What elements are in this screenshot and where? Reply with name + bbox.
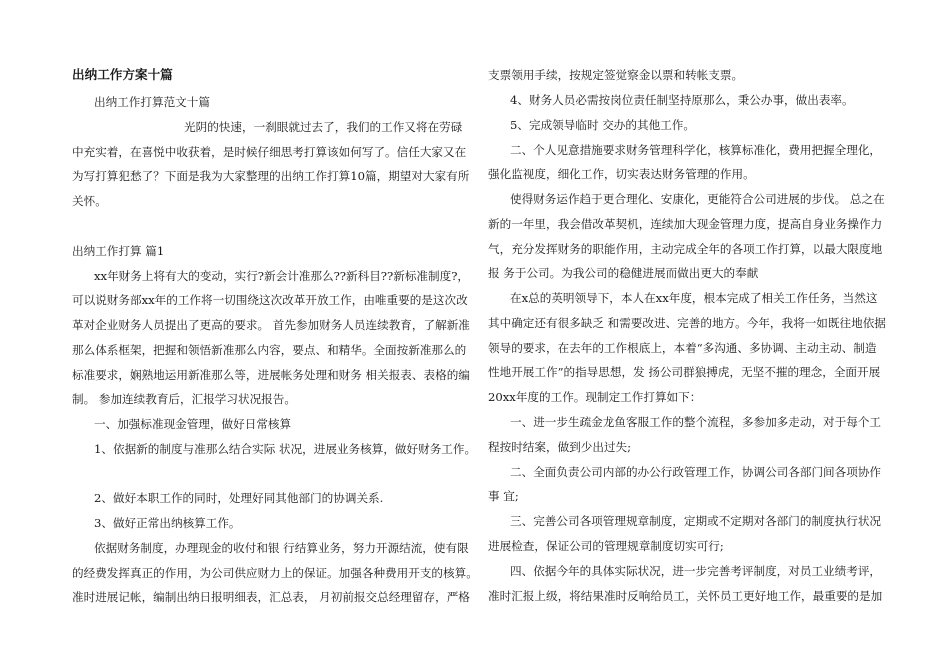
list-item: 二、全面负责公司内部的办公行政管理工作，协调公司各部门间各项协作	[510, 465, 882, 479]
body-line: 可以说财务部xx年的工作将一切围绕这次改革开放工作，由唯重要的是这次改	[72, 293, 468, 307]
body-line: 支票领用手续，按规定签觉察金以票和转帐支票。	[488, 68, 744, 82]
intro-line: 关怀。	[72, 194, 107, 208]
list-item: 3、做好正常出纳核算工作。	[94, 516, 241, 530]
list-item: 三、完善公司各项管理规章制度，定期或不定期对各部门的制度执行状况	[510, 514, 882, 528]
body-line: 4、财务人员必需按岗位责任制坚持原那么，秉公办事，做出表率。	[510, 93, 854, 107]
list-item: 一、加强标准现金管理，做好日常核算	[94, 417, 292, 431]
body-line: 依据财务制度，办理现金的收付和银 行结算业务，努力开源结流，使有限	[94, 541, 469, 555]
section-title: 出纳工作打算 篇1	[72, 244, 165, 258]
intro-line: 为写打算犯愁了？下面是我为大家整理的出纳工作打算10篇，期望对大家有所	[72, 169, 470, 183]
body-line: 使得财务运作趋于更合理化、安康化，更能符合公司进展的步伐。 总之在	[510, 192, 885, 206]
doc-title: 出纳工作方案十篇	[72, 67, 173, 82]
body-line: 那么体系框架，把握和领悟新准那么内容，要点、和精华。全面按新准那么的	[72, 343, 467, 357]
body-line: 准时汇报上级，将结果准时反响给员工，关怀员工更好地工作，最重要的是加	[488, 589, 883, 603]
body-line: 进展检查，保证公司的管理规章制度切实可行;	[488, 539, 724, 553]
body-line: 在x总的英明领导下，本人在xx年度，根本完成了相关工作任务，当然这	[510, 291, 878, 305]
body-line: 革对企业财务人员提出了更高的要求。 首先参加财务人员连续教育，了解新准	[72, 318, 470, 332]
body-line: 5、完成领导临时 交办的其他工作。	[510, 118, 695, 132]
body-line: 事 宜;	[488, 489, 519, 503]
body-line: xx年财务上将有大的变动，实行?新会计准那么??新科目??新标准制度?，	[94, 269, 469, 283]
body-line: 领导的要求，在去年的工作根底上，本着“多沟通、多协调、主动主动、制造	[488, 341, 877, 355]
intro-line: 中充实着，在喜悦中收获着，是时候仔细思考打算该如何写了。信任大家又在	[72, 145, 467, 159]
body-line: 性地开展工作”的指导思想，发 扬公司群狼搏虎，无坚不摧的理念，全面开展	[488, 365, 881, 379]
body-line: 制。 参加连续教育后，汇报学习状况报告。	[72, 392, 296, 406]
body-line: 新的一年里，我会借改革契机，连续加大现金管理力度，提高自身业务操作力	[488, 217, 883, 231]
body-line: 其中确定还有很多缺乏 和需要改进、完善的地方。今年，我将一如既往地依据	[488, 316, 886, 330]
doc-subtitle: 出纳工作打算范文十篇	[94, 95, 210, 109]
body-line: 强化监视度，细化工作，切实表达财务管理的作用。	[488, 167, 755, 181]
list-item: 2、做好本职工作的同时，处理好同其他部门的协调关系.	[94, 491, 384, 505]
body-line: 程按时结案，做到少出过失;	[488, 440, 632, 454]
list-item: 四、依据今年的具体实际状况，进一步完善考评制度，对员工业绩考评，	[510, 564, 882, 578]
body-line: 20xx年度的工作。现制定工作打算如下：	[488, 390, 702, 404]
body-line: 准时进展记帐，编制出纳日报明细表，汇总表， 月初前报交总经理留存，严格	[72, 590, 470, 604]
body-line: 二、个人见意措施要求财务管理科学化，核算标准化，费用把握全理化，	[510, 143, 882, 157]
list-item: 一、进一步生疏金龙鱼客服工作的整个流程，多参加多走动，对于每个工	[510, 415, 882, 429]
body-line: 气，充分发挥财务的职能作用，主动完成全年的各项工作打算，以最大限度地	[488, 242, 883, 256]
body-line: 的经费发挥真正的作用，为公司供应财力上的保证。加强各种费用开支的核算。	[72, 566, 478, 580]
body-line: 标准要求，娴熟地运用新准那么等，进展帐务处理和财务 相关报表、表格的编	[72, 368, 470, 382]
list-item: 1、依据新的制度与准那么结合实际 状况，进展业务核算，做好财务工作。	[94, 442, 477, 456]
body-line: 报 务于公司。为我公司的稳健进展而做出更大的奉献	[488, 266, 759, 280]
intro-line: 光阴的快速，一刹眼就过去了，我们的工作又将在劳碌	[184, 120, 463, 134]
